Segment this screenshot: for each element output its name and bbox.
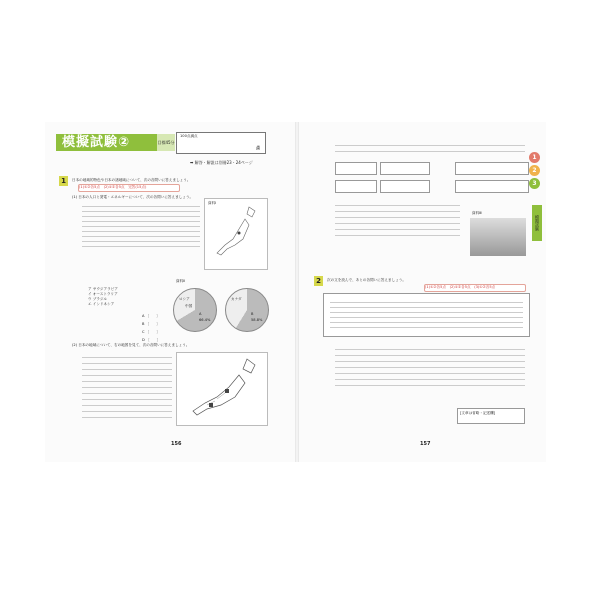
choice-item: エ インドネシア <box>88 302 115 306</box>
tab-label: 3 <box>532 180 537 187</box>
question-text-block-2 <box>82 352 172 423</box>
pie-chart-right <box>225 288 269 332</box>
choice-item: ア サウジアラビア <box>88 287 118 291</box>
page-number: 157 <box>420 441 431 447</box>
time-label: 目標45分 <box>157 134 175 151</box>
answer-list: A 〔 〕 B 〔 〕 C 〔 〕 D 〔 〕 <box>142 314 161 342</box>
sub-question: (1) 日本の人口と発電・エネルギーについて、次の各問いに答えましょう。 <box>72 195 194 199</box>
answer-box[interactable]: [文章は省略・記述欄] <box>457 408 525 424</box>
page-title: 模擬試験② <box>56 134 160 151</box>
tab-1[interactable] <box>529 152 540 163</box>
resource-label: 資料Ⅲ <box>472 211 482 215</box>
japan-map-graphic <box>205 199 267 269</box>
answer-label: A <box>142 314 145 318</box>
right-text-block-2 <box>335 200 460 241</box>
tab-3[interactable] <box>529 178 540 189</box>
data-box <box>455 180 529 193</box>
answer-label: B <box>142 322 145 326</box>
japan-map-2 <box>176 352 268 426</box>
data-box <box>335 180 377 193</box>
question-number: 1 <box>59 176 68 186</box>
choice-list <box>88 287 118 307</box>
resource-label: 資料Ⅱ <box>176 279 185 283</box>
pie-label: ロシア <box>179 297 190 301</box>
choice-item: ウ ブラジル <box>88 297 108 301</box>
pie-value: 66.4% <box>199 318 211 322</box>
choice-item: イ オーストラリア <box>88 292 118 296</box>
pie-chart-left <box>173 288 217 332</box>
data-box <box>455 162 529 175</box>
page-number: 156 <box>171 441 182 447</box>
tab-label: 2 <box>532 167 537 174</box>
data-box <box>380 162 430 175</box>
pie-label: A <box>199 312 202 316</box>
answer-label: D <box>142 338 145 342</box>
tab-2[interactable] <box>529 165 540 176</box>
section-side-tab: 模擬試験 <box>532 205 542 241</box>
tab-label: 1 <box>532 154 537 161</box>
right-text-block <box>335 140 525 157</box>
question-intro: 次の文を読んで、あとの各問いに答えましょう。 <box>327 278 406 282</box>
resource-label: 資料Ⅰ <box>208 201 217 205</box>
japan-map <box>204 198 268 270</box>
points-badge: (1)①②各5点 (2)①②各5点 (3)①②各5点 <box>424 284 526 292</box>
japan-map-2-graphic <box>177 353 267 425</box>
points-badge: (1)①②各5点 (2)①②各5点 完答(15点) <box>78 184 180 192</box>
book-gutter <box>295 122 299 462</box>
score-label: 100点満点 <box>180 134 198 138</box>
building-photo <box>470 218 526 256</box>
pie-value: 58.8% <box>251 318 263 322</box>
question-text-block <box>82 202 200 251</box>
score-unit: 点 <box>256 145 260 150</box>
data-box <box>380 180 430 193</box>
reading-passage-box <box>323 293 530 337</box>
pie-label: B <box>251 312 254 316</box>
pie-label: カナダ <box>231 297 242 301</box>
pie-label: 中国 <box>185 304 193 308</box>
question-intro: 日本の地域的特色や日本の諸地域について、次の各問いに答えましょう。 <box>72 178 191 182</box>
answer-label: C <box>142 330 145 334</box>
data-box <box>335 162 377 175</box>
answer-reference: ➡ 解答・解説は別冊23・24ページ <box>190 160 253 165</box>
question-number: 2 <box>314 276 323 286</box>
right-text-block-3 <box>335 344 525 391</box>
sub-question: (2) 日本の地域について、右の地図を見て、次の各問いに答えましょう。 <box>72 343 190 347</box>
